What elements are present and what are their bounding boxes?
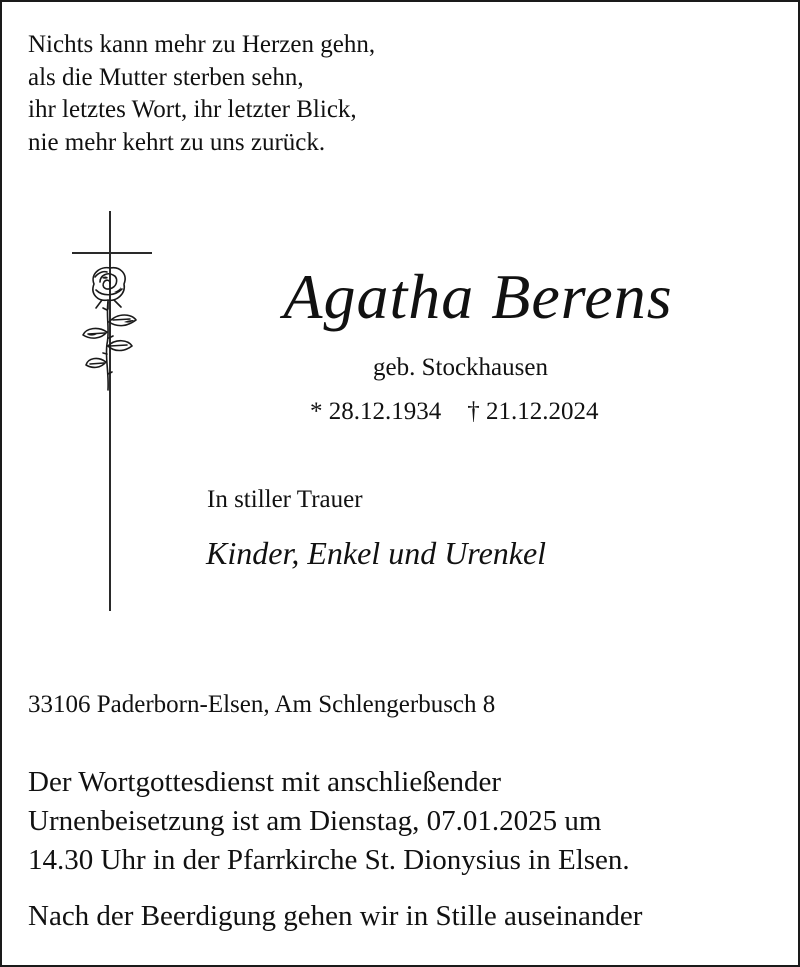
death-date: † 21.12.2024 — [467, 398, 599, 425]
life-dates — [310, 398, 599, 426]
service-line: 14.30 Uhr in der Pfarrkirche St. Dionysius in Elsen. — [28, 844, 630, 876]
deceased-name: Agatha Berens — [283, 261, 673, 332]
poem-line: als die Mutter sterben sehn, — [28, 63, 304, 91]
service-info — [28, 763, 630, 880]
mourners-names: Kinder, Enkel und Urenkel — [206, 535, 547, 571]
poem-line: nie mehr kehrt zu uns zurück. — [28, 128, 326, 156]
birth-date: * 28.12.1934 — [310, 398, 442, 425]
closing-note: Nach der Beerdigung gehen wir in Stille auseinander — [28, 900, 643, 932]
poem — [28, 29, 375, 159]
poem-line: ihr letztes Wort, ihr letzter Blick, — [28, 96, 357, 123]
cross-icon-beam — [72, 252, 152, 254]
poem-line: Nichts kann mehr zu Herzen gehn, — [28, 31, 376, 58]
service-line: Der Wortgottesdienst mit anschließender — [28, 766, 502, 798]
service-line: Urnenbeisetzung ist am Dienstag, 07.01.2025 um — [28, 805, 602, 837]
mourning-intro: In stiller Trauer — [207, 486, 363, 513]
maiden-name: geb. Stockhausen — [373, 354, 548, 381]
address: 33106 Paderborn-Elsen, Am Schlengerbusch 8 — [28, 691, 496, 718]
